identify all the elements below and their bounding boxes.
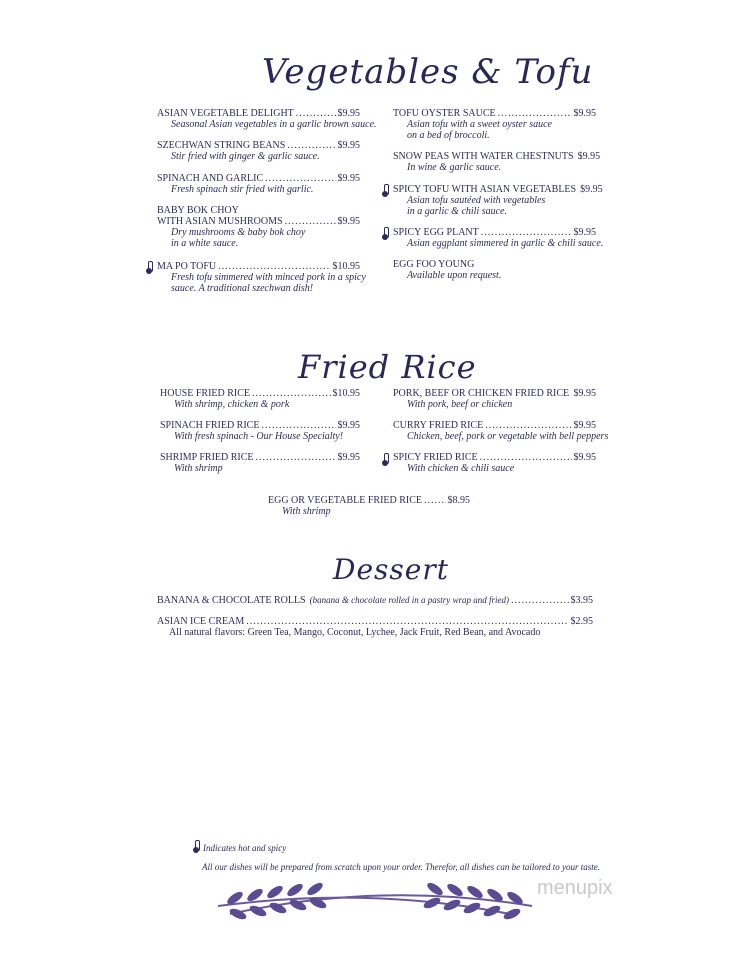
menu-item-spicy-tofu: [393, 184, 603, 217]
item-price: $9.95: [337, 216, 360, 227]
item-price: $3.95: [570, 595, 593, 606]
item-name: SNOW PEAS WITH WATER CHESTNUTS: [393, 151, 574, 162]
item-price: $9.95: [577, 151, 601, 162]
item-description: With shrimp, chicken & pork: [174, 399, 290, 410]
item-price: $9.95: [337, 420, 360, 431]
item-description: Fresh spinach stir fried with garlic.: [171, 184, 314, 195]
disclaimer-text: All our dishes will be prepared from scratch upon your order. Therefor, all dishes can be tailored to your taste.: [202, 862, 600, 872]
item-name: CURRY FRIED RICE: [393, 420, 484, 431]
hot-spicy-icon: [146, 261, 152, 274]
item-name: HOUSE FRIED RICE: [160, 388, 251, 399]
item-description: in a white sauce.: [171, 238, 239, 249]
item-description: on a bed of broccoli.: [407, 130, 490, 141]
item-description: sauce. A traditional szechwan dish!: [171, 283, 314, 294]
item-name: SHRIMP FRIED RICE: [160, 452, 254, 463]
menu-item-ma-po-tofu: [157, 261, 366, 294]
item-description: in a garlic & chili sauce.: [407, 206, 507, 217]
item-name: BANANA & CHOCOLATE ROLLS: [157, 595, 306, 606]
item-name: ASIAN VEGETABLE DELIGHT: [157, 108, 294, 119]
item-description: With shrimp: [174, 463, 223, 474]
item-price: $9.95: [337, 452, 360, 463]
watermark-menupix: menupix: [537, 877, 613, 899]
item-price: $9.95: [573, 108, 596, 119]
vegetables-tofu-title: Vegetables & Tofu: [262, 52, 594, 92]
menu-item-spicy-fried-rice: [393, 452, 596, 474]
item-description: In wine & garlic sauce.: [407, 162, 502, 173]
item-description: With shrimp: [282, 506, 331, 517]
item-description: Seasonal Asian vegetables in a garlic brown sauce.: [171, 119, 377, 130]
hot-spicy-icon: [382, 227, 388, 240]
item-price: $9.95: [337, 140, 360, 151]
item-description: Dry mushrooms & baby bok choy: [171, 227, 306, 238]
menu-item-spinach-and-garlic: [157, 173, 360, 195]
menu-item-house-fried-rice: [160, 388, 360, 410]
laurel-decoration: [210, 876, 540, 926]
menu-item-banana-chocolate-rolls: [157, 595, 593, 606]
item-name: PORK, BEEF OR CHICKEN FRIED RICE: [393, 388, 570, 399]
dessert-title: Dessert: [333, 553, 449, 586]
menu-item-egg-foo-young: [393, 259, 596, 281]
menu-item-shrimp-fried-rice: [160, 452, 360, 474]
menu-item-szechwan-string-beans: [157, 140, 360, 162]
item-price: $9.95: [573, 420, 596, 431]
item-name: WITH ASIAN MUSHROOMS: [157, 216, 283, 227]
item-description: Available upon request.: [407, 270, 502, 281]
menu-item-spicy-egg-plant: [393, 227, 604, 249]
item-description: With chicken & chili sauce: [407, 463, 515, 474]
item-name: EGG FOO YOUNG: [393, 259, 475, 270]
item-name: SPICY TOFU WITH ASIAN VEGETABLES: [393, 184, 577, 195]
item-price: $9.95: [337, 173, 360, 184]
item-price: $2.95: [570, 616, 593, 627]
item-price: $9.95: [573, 388, 596, 399]
item-name: SPICY EGG PLANT: [393, 227, 479, 238]
item-note: (banana & chocolate rolled in a pastry wrap and fried): [309, 595, 510, 605]
fried-rice-title: Fried Rice: [298, 348, 477, 386]
item-name: SPICY FRIED RICE: [393, 452, 478, 463]
item-price: $9.95: [337, 108, 360, 119]
item-price: $9.95: [580, 184, 603, 195]
item-name-line1: BABY BOK CHOY: [157, 205, 239, 216]
item-name: TOFU OYSTER SAUCE: [393, 108, 496, 119]
item-description: Stir fried with ginger & garlic sauce.: [171, 151, 320, 162]
item-description: With pork, beef or chicken: [407, 399, 513, 410]
menu-item-egg-or-vegetable-fried-rice: [268, 495, 470, 517]
hot-spicy-icon: [382, 184, 388, 197]
menu-item-baby-bok-choy: [157, 205, 360, 249]
menu-item-asian-vegetable-delight: [157, 108, 377, 130]
item-name: SPINACH AND GARLIC: [157, 173, 264, 184]
item-description: Asian eggplant simmered in garlic & chili sauce.: [407, 238, 604, 249]
item-name: MA PO TOFU: [157, 261, 217, 272]
menu-item-asian-ice-cream: [157, 616, 593, 638]
item-price: $9.95: [573, 227, 596, 238]
item-price: $9.95: [573, 452, 596, 463]
legend-text: Indicates hot and spicy: [203, 843, 287, 853]
item-price: $8.95: [447, 495, 470, 506]
item-price: $10.95: [332, 388, 360, 399]
item-price: $10.95: [332, 261, 360, 272]
menu-item-curry-fried-rice: [393, 420, 609, 442]
menu-item-tofu-oyster-sauce: [393, 108, 596, 141]
menu-item-snow-peas: [393, 151, 601, 173]
item-description: Asian tofu sautéed with vegetables: [407, 195, 546, 206]
item-description: Fresh tofu simmered with minced pork in a spicy: [171, 272, 366, 283]
item-description: All natural flavors: Green Tea, Mango, Coconut, Lychee, Jack Fruit, Red Bean, and Avocado: [169, 627, 541, 638]
item-description: Asian tofu with a sweet oyster sauce: [407, 119, 552, 130]
item-name: EGG OR VEGETABLE FRIED RICE: [268, 495, 423, 506]
menu-item-pork-beef-chicken-fried-rice: [393, 388, 596, 410]
item-name: SPINACH FRIED RICE: [160, 420, 260, 431]
item-description: Chicken, beef, pork or vegetable with bell peppers: [407, 431, 609, 442]
menu-item-spinach-fried-rice: [160, 420, 360, 442]
hot-spicy-icon: [382, 453, 388, 466]
item-name: ASIAN ICE CREAM: [157, 616, 245, 627]
item-name: SZECHWAN STRING BEANS: [157, 140, 286, 151]
hot-spicy-icon: [193, 840, 199, 853]
item-description: With fresh spinach - Our House Specialty!: [174, 431, 344, 442]
